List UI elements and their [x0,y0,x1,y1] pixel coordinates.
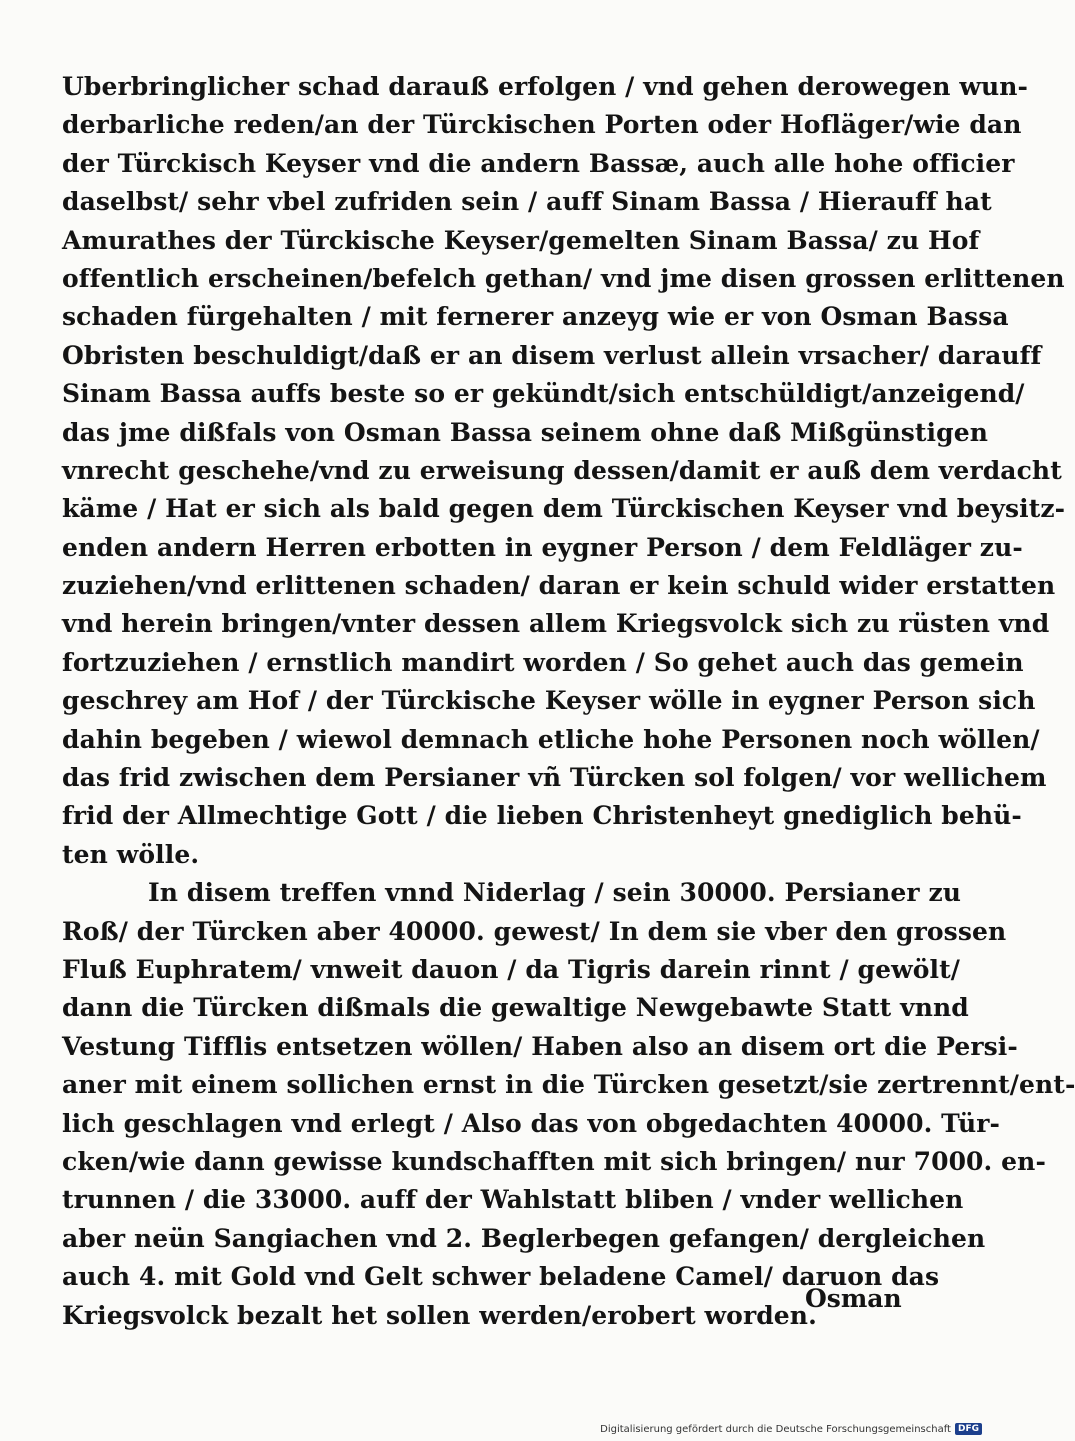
dfg-logo-icon: DFG [955,1423,982,1435]
text-line: zuziehen/vnd erlittenen schaden/ daran er kein schuld wider erstatten [62,571,1056,601]
text-line: Sinam Bassa auffs beste so er gekündt/sich entschüldigt/anzeigend/ [62,379,1025,409]
text-line: Uberbringlicher schad darauß erfolgen / vnd gehen derowegen wun- [62,72,1029,101]
text-line: dahin begeben / wiewol demnach etliche hohe Personen noch wöllen/ [62,724,1040,754]
text-line: offentlich erscheinen/befelch gethan/ vnd jme disen grossen erlittenen [62,263,1065,293]
text-line: vnrecht geschehe/vnd zu erweisung dessen/damit er auß dem verdacht [62,455,1062,485]
text-line: frid der Allmechtige Gott / die lieben Christenheyt gnediglich behü- [62,801,1022,831]
text-line: dann die Türcken dißmals die gewaltige Newgebawte Statt vnnd [62,993,969,1023]
text-line: schaden fürgehalten / mit fernerer anzeyg wie er von Osman Bassa [62,302,1009,332]
text-line: auch 4. mit Gold vnd Gelt schwer beladene Camel/ daruon das [62,1262,940,1292]
digitization-footer [600,1423,982,1435]
text-line: Amurathes der Türckische Keyser/gemelten Sinam Bassa/ zu Hof [62,225,980,255]
text-line: aber neün Sangiachen vnd 2. Beglerbegen gefangen/ dergleichen [62,1223,986,1253]
text-line: der Türckisch Keyser vnd die andern Bassæ, auch alle hohe officier [62,148,1015,178]
text-line: Obristen beschuldigt/daß er an disem verlust allein vrsacher/ darauff [62,340,1042,370]
text-line: käme / Hat er sich als bald gegen dem Türckischen Keyser vnd beysitz- [62,494,1066,524]
text-line: lich geschlagen vnd erlegt / Also das von obgedachten 40000. Tür- [62,1108,1000,1138]
text-line: daselbst/ sehr vbel zufriden sein / auff Sinam Bassa / Hierauff hat [62,187,992,217]
text-line: das jme dißfals von Osman Bassa seinem ohne daß Mißgünstigen [62,417,989,447]
text-line: trunnen / die 33000. auff der Wahlstatt bliben / vnder wellichen [62,1185,964,1215]
text-line: Vestung Tifflis entsetzen wöllen/ Haben also an disem ort die Persi- [62,1031,1018,1061]
catchword: Osman [805,1284,902,1313]
text-line: Roß/ der Türcken aber 40000. gewest/ In dem sie vber den grossen [62,916,1007,946]
text-line: Fluß Euphratem/ vnweit dauon / da Tigris darein rinnt / gewölt/ [62,954,960,984]
footer-credit: Digitalisierung gefördert durch die Deutsche Forschungsgemeinschaft [600,1423,951,1435]
text-line: vnd herein bringen/vnter dessen allem Kriegsvolck sich zu rüsten vnd [62,609,1050,639]
body-text [62,68,1075,1335]
text-line: ten wölle. [62,839,200,869]
text-line: enden andern Herren erbotten in eygner Person / dem Feldläger zu- [62,532,1023,562]
paragraph-start-line: In disem treffen vnnd Niderlag / sein 30000. Persianer zu [148,878,962,908]
text-line: aner mit einem sollichen ernst in die Türcken gesetzt/sie zertrennt/ent- [62,1070,1075,1100]
text-line: fortzuziehen / ernstlich mandirt worden / So gehet auch das gemein [62,647,1024,677]
text-line: geschrey am Hof / der Türckische Keyser wölle in eygner Person sich [62,686,1036,716]
text-line: derbarliche reden/an der Türckischen Porten oder Hofläger/wie dan [62,110,1022,140]
text-line: Kriegsvolck bezalt het sollen werden/erobert worden. [62,1300,817,1330]
text-line: cken/wie dann gewisse kundschafften mit sich bringen/ nur 7000. en- [62,1146,1046,1176]
text-line: das frid zwischen dem Persianer vñ Türcken sol folgen/ vor wellichem [62,763,1047,793]
